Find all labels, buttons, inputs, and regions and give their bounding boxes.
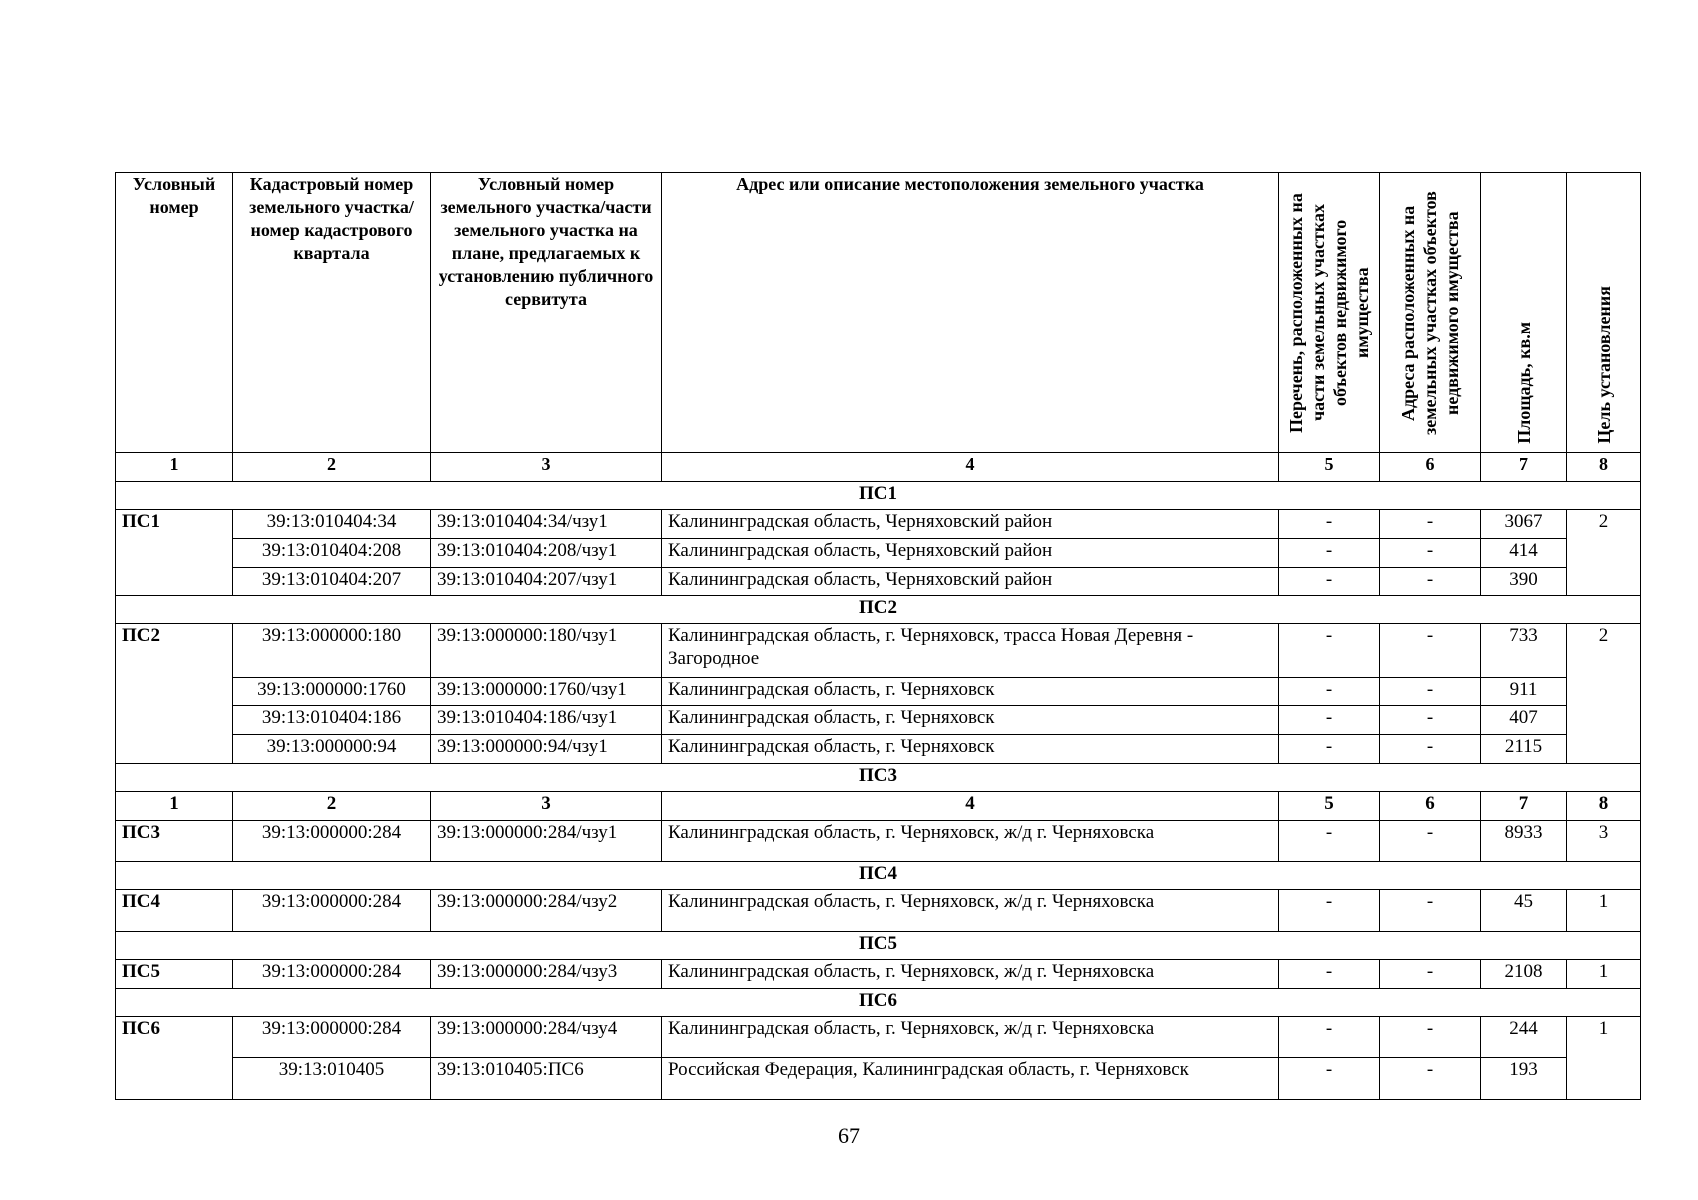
page-number: 67 — [838, 1123, 860, 1148]
group-title: ПС2 — [116, 596, 1641, 624]
area-cell: 414 — [1481, 539, 1567, 568]
conditional-number-cell: ПС5 — [116, 960, 233, 989]
objects-addresses-cell: - — [1380, 539, 1481, 568]
column-number: 6 — [1380, 453, 1481, 482]
column-number: 4 — [662, 453, 1279, 482]
column-number: 1 — [116, 453, 233, 482]
objects-addresses-cell: - — [1380, 568, 1481, 596]
address-cell: Калининградская область, г. Черняховск — [662, 678, 1279, 706]
cadastral-number-cell: 39:13:000000:180 — [233, 624, 431, 678]
area-cell: 3067 — [1481, 510, 1567, 539]
header-objects-list-text: Перечень, расположенных на части земельных участках объектов недвижимого имущества — [1286, 193, 1372, 433]
group-title-row — [116, 482, 1641, 510]
objects-list-cell: - — [1279, 624, 1380, 678]
objects-list-cell: - — [1279, 568, 1380, 596]
header-objects-list — [1279, 173, 1380, 453]
cadastral-number-cell: 39:13:000000:284 — [233, 821, 431, 862]
header-area-text: Площадь, кв.м — [1513, 322, 1534, 444]
objects-addresses-cell: - — [1380, 510, 1481, 539]
area-cell: 407 — [1481, 706, 1567, 735]
table-row — [116, 624, 1641, 678]
objects-list-cell: - — [1279, 960, 1380, 989]
conditional-number-cell: ПС3 — [116, 821, 233, 862]
column-number: 1 — [116, 792, 233, 821]
conditional-number-cell: ПС6 — [116, 1017, 233, 1100]
group-title: ПС3 — [116, 764, 1641, 792]
area-cell: 193 — [1481, 1058, 1567, 1100]
plot-number-cell: 39:13:000000:284/чзу1 — [431, 821, 662, 862]
objects-addresses-cell: - — [1380, 678, 1481, 706]
table-row — [116, 735, 1641, 764]
table-row — [116, 539, 1641, 568]
header-plot-number-on-plan: Условный номер земельного участка/части земельного участка на плане, предлагаемых к установлению публичного сервитута — [431, 173, 662, 453]
objects-list-cell: - — [1279, 1058, 1380, 1100]
area-cell: 45 — [1481, 890, 1567, 932]
area-cell: 244 — [1481, 1017, 1567, 1058]
group-title: ПС4 — [116, 862, 1641, 890]
group-title-row — [116, 596, 1641, 624]
objects-list-cell: - — [1279, 706, 1380, 735]
address-cell: Калининградская область, Черняховский район — [662, 539, 1279, 568]
column-number: 7 — [1481, 792, 1567, 821]
objects-list-cell: - — [1279, 539, 1380, 568]
purpose-cell: 3 — [1567, 821, 1641, 862]
table-row — [116, 890, 1641, 932]
plot-number-cell: 39:13:010404:208/чзу1 — [431, 539, 662, 568]
address-cell: Калининградская область, г. Черняховск, ж/д г. Черняховска — [662, 1017, 1279, 1058]
table-row — [116, 1058, 1641, 1100]
plot-number-cell: 39:13:000000:284/чзу2 — [431, 890, 662, 932]
objects-addresses-cell: - — [1380, 706, 1481, 735]
address-cell: Калининградская область, г. Черняховск — [662, 735, 1279, 764]
conditional-number-cell: ПС2 — [116, 624, 233, 764]
servitude-table — [115, 172, 1641, 1100]
group-title-row — [116, 932, 1641, 960]
objects-list-cell: - — [1279, 890, 1380, 932]
address-cell: Калининградская область, Черняховский район — [662, 568, 1279, 596]
area-cell: 390 — [1481, 568, 1567, 596]
area-cell: 733 — [1481, 624, 1567, 678]
table-row — [116, 1017, 1641, 1058]
column-number: 3 — [431, 453, 662, 482]
group-title: ПС5 — [116, 932, 1641, 960]
objects-list-cell: - — [1279, 1017, 1380, 1058]
column-number: 8 — [1567, 453, 1641, 482]
cadastral-number-cell: 39:13:010404:207 — [233, 568, 431, 596]
column-number: 8 — [1567, 792, 1641, 821]
header-objects-addresses — [1380, 173, 1481, 453]
table-row — [116, 678, 1641, 706]
column-number: 4 — [662, 792, 1279, 821]
column-number-row — [116, 792, 1641, 821]
cadastral-number-cell: 39:13:000000:1760 — [233, 678, 431, 706]
cadastral-number-cell: 39:13:010404:208 — [233, 539, 431, 568]
area-cell: 8933 — [1481, 821, 1567, 862]
plot-number-cell: 39:13:000000:180/чзу1 — [431, 624, 662, 678]
table-row — [116, 706, 1641, 735]
table-row — [116, 960, 1641, 989]
header-cadastral-number: Кадастровый номер земельного участка/номер кадастрового квартала — [233, 173, 431, 453]
column-number: 2 — [233, 453, 431, 482]
objects-addresses-cell: - — [1380, 890, 1481, 932]
address-cell: Калининградская область, г. Черняховск — [662, 706, 1279, 735]
header-objects-addresses-text: Адреса расположенных на земельных участках объектов недвижимого имущества — [1398, 191, 1462, 435]
objects-addresses-cell: - — [1380, 960, 1481, 989]
objects-addresses-cell: - — [1380, 624, 1481, 678]
table-row — [116, 568, 1641, 596]
table-body — [116, 482, 1641, 1100]
plot-number-cell: 39:13:000000:284/чзу4 — [431, 1017, 662, 1058]
plot-number-cell: 39:13:000000:1760/чзу1 — [431, 678, 662, 706]
address-cell: Калининградская область, г. Черняховск, ж/д г. Черняховска — [662, 890, 1279, 932]
column-number: 5 — [1279, 792, 1380, 821]
cadastral-number-cell: 39:13:000000:284 — [233, 890, 431, 932]
plot-number-cell: 39:13:010404:186/чзу1 — [431, 706, 662, 735]
table-row — [116, 821, 1641, 862]
cadastral-number-cell: 39:13:000000:94 — [233, 735, 431, 764]
purpose-cell: 2 — [1567, 510, 1641, 596]
group-title: ПС1 — [116, 482, 1641, 510]
address-cell: Калининградская область, г. Черняховск, ж/д г. Черняховска — [662, 821, 1279, 862]
address-cell: Российская Федерация, Калининградская область, г. Черняховск — [662, 1058, 1279, 1100]
group-title-row — [116, 862, 1641, 890]
column-number: 2 — [233, 792, 431, 821]
column-number-row — [116, 453, 1641, 482]
header-area — [1481, 173, 1567, 453]
conditional-number-cell: ПС4 — [116, 890, 233, 932]
header-row — [116, 173, 1641, 453]
objects-list-cell: - — [1279, 510, 1380, 539]
cadastral-number-cell: 39:13:010404:34 — [233, 510, 431, 539]
purpose-cell: 2 — [1567, 624, 1641, 764]
header-purpose — [1567, 173, 1641, 453]
group-title: ПС6 — [116, 989, 1641, 1017]
plot-number-cell: 39:13:010405:ПС6 — [431, 1058, 662, 1100]
objects-list-cell: - — [1279, 678, 1380, 706]
group-title-row — [116, 989, 1641, 1017]
column-number: 6 — [1380, 792, 1481, 821]
plot-number-cell: 39:13:010404:34/чзу1 — [431, 510, 662, 539]
purpose-cell: 1 — [1567, 1017, 1641, 1100]
header-address: Адрес или описание местоположения земельного участка — [662, 173, 1279, 453]
address-cell: Калининградская область, Черняховский район — [662, 510, 1279, 539]
cadastral-number-cell: 39:13:010404:186 — [233, 706, 431, 735]
area-cell: 2115 — [1481, 735, 1567, 764]
cadastral-number-cell: 39:13:010405 — [233, 1058, 431, 1100]
conditional-number-cell: ПС1 — [116, 510, 233, 596]
objects-addresses-cell: - — [1380, 821, 1481, 862]
plot-number-cell: 39:13:000000:94/чзу1 — [431, 735, 662, 764]
objects-addresses-cell: - — [1380, 735, 1481, 764]
address-cell: Калининградская область, г. Черняховск, трасса Новая Деревня - Загородное — [662, 624, 1279, 678]
group-title-row — [116, 764, 1641, 792]
address-cell: Калининградская область, г. Черняховск, ж/д г. Черняховска — [662, 960, 1279, 989]
header-purpose-text: Цель установления — [1593, 286, 1614, 444]
objects-list-cell: - — [1279, 821, 1380, 862]
column-number: 7 — [1481, 453, 1567, 482]
objects-list-cell: - — [1279, 735, 1380, 764]
objects-addresses-cell: - — [1380, 1058, 1481, 1100]
table-row — [116, 510, 1641, 539]
plot-number-cell: 39:13:000000:284/чзу3 — [431, 960, 662, 989]
column-number: 5 — [1279, 453, 1380, 482]
column-number: 3 — [431, 792, 662, 821]
cadastral-number-cell: 39:13:000000:284 — [233, 960, 431, 989]
cadastral-number-cell: 39:13:000000:284 — [233, 1017, 431, 1058]
area-cell: 2108 — [1481, 960, 1567, 989]
area-cell: 911 — [1481, 678, 1567, 706]
objects-addresses-cell: - — [1380, 1017, 1481, 1058]
plot-number-cell: 39:13:010404:207/чзу1 — [431, 568, 662, 596]
purpose-cell: 1 — [1567, 890, 1641, 932]
header-conditional-number: Условный номер — [116, 173, 233, 453]
purpose-cell: 1 — [1567, 960, 1641, 989]
